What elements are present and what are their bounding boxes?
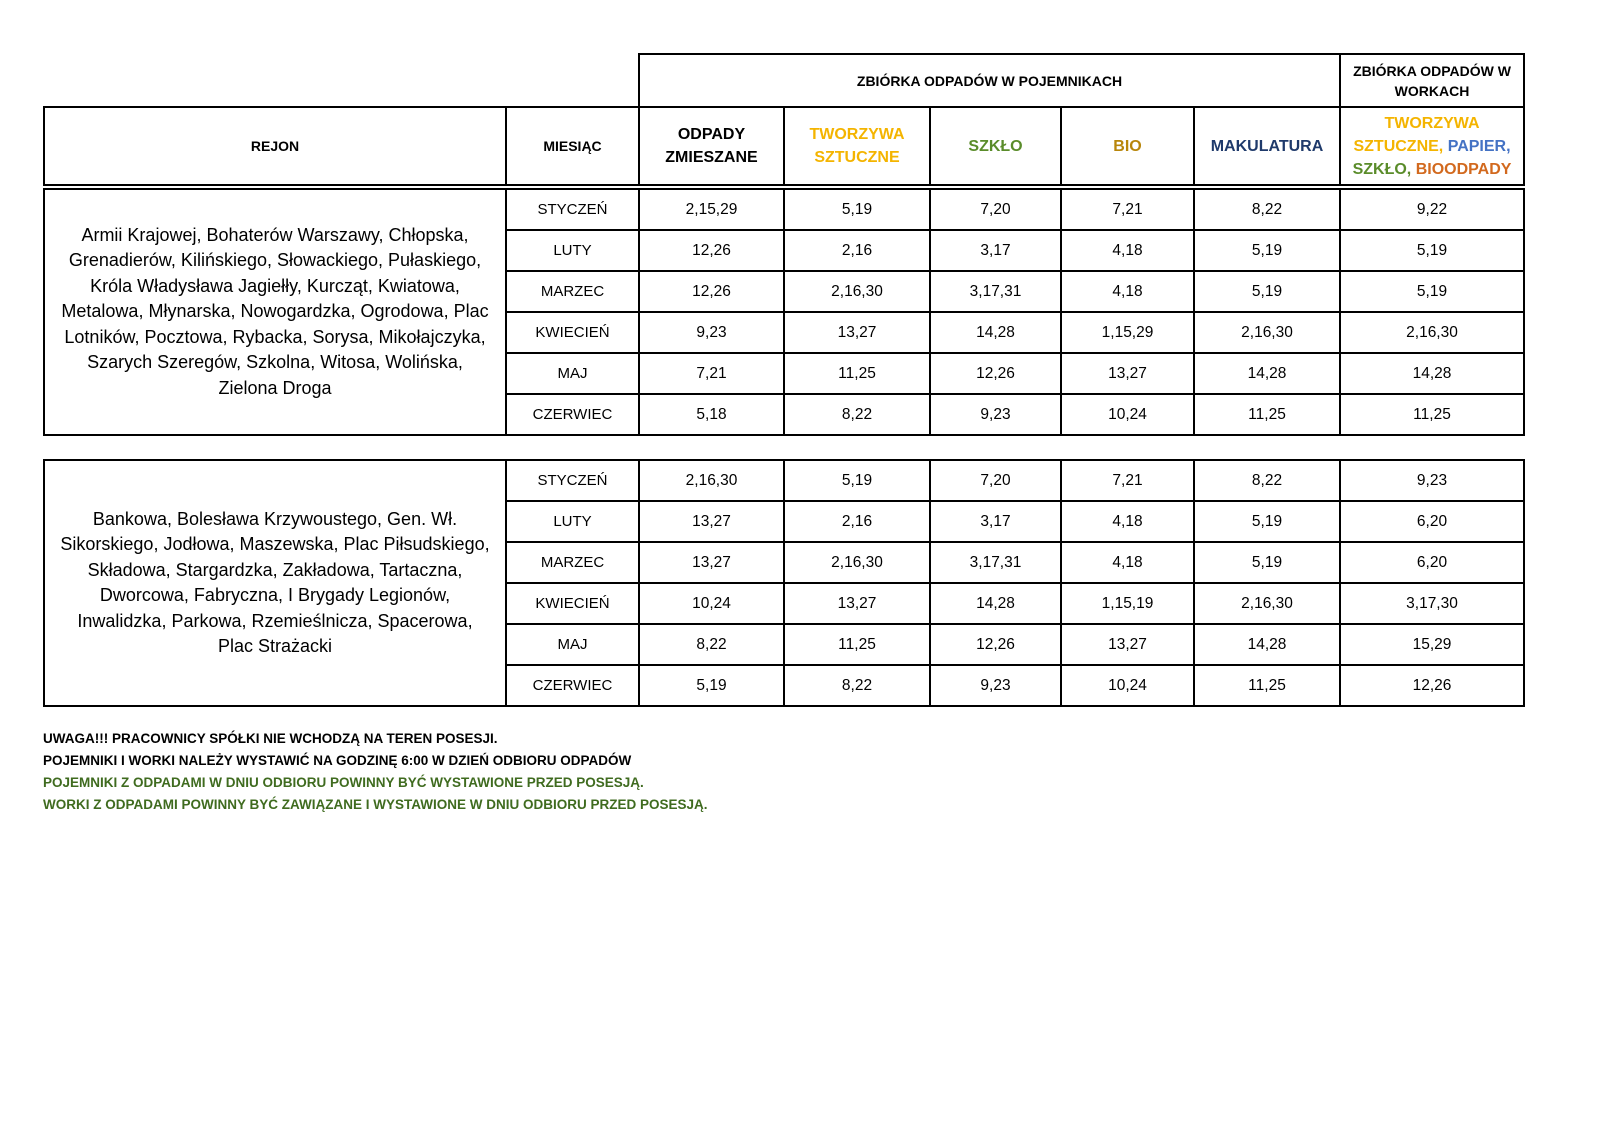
note-warning: UWAGA!!! PRACOWNICY SPÓŁKI NIE WCHODZĄ NA TEREN POSESJI. (43, 731, 498, 746)
date-cell-plastic: 2,16,30 (784, 271, 930, 312)
date-cell-plastic: 2,16 (784, 230, 930, 271)
date-cell-mixed: 7,21 (639, 353, 784, 394)
date-cell-mixed: 2,15,29 (639, 189, 784, 230)
date-cell-paper: 8,22 (1194, 189, 1340, 230)
date-cell-bio: 7,21 (1061, 189, 1194, 230)
date-cell-plastic: 13,27 (784, 312, 930, 353)
date-cell-paper: 5,19 (1194, 271, 1340, 312)
bags-type-paper: PAPIER, (1447, 137, 1511, 155)
date-cell-bags: 9,22 (1340, 189, 1524, 230)
month-cell: LUTY (506, 501, 639, 542)
date-cell-bio: 4,18 (1061, 230, 1194, 271)
date-cell-glass: 9,23 (930, 394, 1061, 435)
date-cell-plastic: 5,19 (784, 189, 930, 230)
date-cell-glass: 3,17,31 (930, 271, 1061, 312)
date-cell-glass: 7,20 (930, 460, 1061, 501)
bags-type-glass: SZKŁO, (1352, 160, 1412, 178)
date-cell-bio: 13,27 (1061, 624, 1194, 665)
date-cell-bio: 4,18 (1061, 271, 1194, 312)
note-bags: WORKI Z ODPADAMI POWINNY BYĆ ZAWIĄZANE I WYSTAWIONE W DNIU ODBIORU PRZED POSESJĄ. (43, 797, 708, 812)
date-cell-plastic: 5,19 (784, 460, 930, 501)
month-cell: MARZEC (506, 542, 639, 583)
date-cell-glass: 3,17 (930, 501, 1061, 542)
date-cell-glass: 12,26 (930, 353, 1061, 394)
date-cell-paper: 2,16,30 (1194, 583, 1340, 624)
date-cell-bio: 4,18 (1061, 542, 1194, 583)
month-cell: LUTY (506, 230, 639, 271)
date-cell-paper: 2,16,30 (1194, 312, 1340, 353)
date-cell-bio: 10,24 (1061, 665, 1194, 706)
group-bags-label: ZBIÓRKA ODPADÓW W WORKACH (1340, 54, 1524, 107)
region-streets: Armii Krajowej, Bohaterów Warszawy, Chłopska, Grenadierów, Kilińskiego, Słowackiego, Pułaskiego, Króla Władysława Jagiełły, Kurcząt, Kwiatowa, Metalowa, Młynarska, Nowogardzka, Ogrodowa, Plac Lotników, Pocztowa, Rybacka, Sorysa, Mikołajczyka, Szarych Szeregów, Szkolna, Witosa, Wolińska, Zielona Droga (44, 189, 506, 435)
col-miesiac: MIESIĄC (506, 107, 639, 185)
table-row (44, 460, 1524, 501)
col-szklo: SZKŁO (930, 107, 1061, 185)
bags-type-plastic: TWORZYWA SZTUCZNE, (1353, 114, 1480, 155)
date-cell-bags: 5,19 (1340, 230, 1524, 271)
col-bags-types (1340, 107, 1524, 185)
date-cell-bags: 15,29 (1340, 624, 1524, 665)
col-rejon: REJON (44, 107, 506, 185)
date-cell-bio: 4,18 (1061, 501, 1194, 542)
note-containers: POJEMNIKI Z ODPADAMI W DNIU ODBIORU POWINNY BYĆ WYSTAWIONE PRZED POSESJĄ. (43, 775, 644, 790)
col-tworzywa-sztuczne: TWORZYWA SZTUCZNE (784, 107, 930, 185)
date-cell-mixed: 12,26 (639, 230, 784, 271)
month-cell: KWIECIEŃ (506, 312, 639, 353)
date-cell-glass: 3,17 (930, 230, 1061, 271)
date-cell-plastic: 11,25 (784, 353, 930, 394)
date-cell-bio: 1,15,19 (1061, 583, 1194, 624)
date-cell-plastic: 8,22 (784, 394, 930, 435)
date-cell-plastic: 2,16 (784, 501, 930, 542)
date-cell-paper: 5,19 (1194, 230, 1340, 271)
col-bio: BIO (1061, 107, 1194, 185)
date-cell-bags: 12,26 (1340, 665, 1524, 706)
date-cell-mixed: 2,16,30 (639, 460, 784, 501)
date-cell-paper: 8,22 (1194, 460, 1340, 501)
date-cell-glass: 14,28 (930, 583, 1061, 624)
date-cell-bio: 10,24 (1061, 394, 1194, 435)
date-cell-glass: 3,17,31 (930, 542, 1061, 583)
date-cell-bags: 6,20 (1340, 501, 1524, 542)
date-cell-mixed: 9,23 (639, 312, 784, 353)
date-cell-bags: 3,17,30 (1340, 583, 1524, 624)
date-cell-mixed: 5,19 (639, 665, 784, 706)
date-cell-bio: 1,15,29 (1061, 312, 1194, 353)
schedule-header (43, 53, 1525, 186)
header-blank (44, 54, 639, 107)
region-streets: Bankowa, Bolesława Krzywoustego, Gen. Wł. Sikorskiego, Jodłowa, Maszewska, Plac Piłsudskiego, Składowa, Stargardzka, Zakładowa, Tartaczna, Dworcowa, Fabryczna, I Brygady Legionów, Inwalidzka, Parkowa, Rzemieślnicza, Spacerowa, Plac Strażacki (44, 460, 506, 706)
date-cell-paper: 14,28 (1194, 353, 1340, 394)
month-cell: CZERWIEC (506, 665, 639, 706)
col-makulatura: MAKULATURA (1194, 107, 1340, 185)
region-table-2 (43, 459, 1525, 707)
notes (43, 728, 708, 816)
table-row (44, 189, 1524, 230)
date-cell-bags: 2,16,30 (1340, 312, 1524, 353)
month-cell: MARZEC (506, 271, 639, 312)
date-cell-glass: 9,23 (930, 665, 1061, 706)
date-cell-bags: 5,19 (1340, 271, 1524, 312)
month-cell: STYCZEŃ (506, 460, 639, 501)
date-cell-paper: 14,28 (1194, 624, 1340, 665)
date-cell-bags: 9,23 (1340, 460, 1524, 501)
date-cell-plastic: 13,27 (784, 583, 930, 624)
col-odpady-zmieszane: ODPADY ZMIESZANE (639, 107, 784, 185)
date-cell-paper: 5,19 (1194, 542, 1340, 583)
month-cell: KWIECIEŃ (506, 583, 639, 624)
date-cell-mixed: 5,18 (639, 394, 784, 435)
date-cell-mixed: 10,24 (639, 583, 784, 624)
date-cell-bags: 11,25 (1340, 394, 1524, 435)
date-cell-paper: 11,25 (1194, 394, 1340, 435)
month-cell: CZERWIEC (506, 394, 639, 435)
date-cell-mixed: 12,26 (639, 271, 784, 312)
date-cell-bio: 7,21 (1061, 460, 1194, 501)
date-cell-mixed: 8,22 (639, 624, 784, 665)
month-cell: MAJ (506, 353, 639, 394)
date-cell-mixed: 13,27 (639, 501, 784, 542)
date-cell-glass: 12,26 (930, 624, 1061, 665)
date-cell-glass: 14,28 (930, 312, 1061, 353)
date-cell-plastic: 2,16,30 (784, 542, 930, 583)
note-time: POJEMNIKI I WORKI NALEŻY WYSTAWIĆ NA GODZINĘ 6:00 W DZIEŃ ODBIORU ODPADÓW (43, 753, 632, 768)
month-cell: MAJ (506, 624, 639, 665)
bags-type-bio: BIOODPADY (1415, 160, 1512, 178)
month-cell: STYCZEŃ (506, 189, 639, 230)
date-cell-bio: 13,27 (1061, 353, 1194, 394)
date-cell-glass: 7,20 (930, 189, 1061, 230)
date-cell-plastic: 11,25 (784, 624, 930, 665)
group-containers-label: ZBIÓRKA ODPADÓW W POJEMNIKACH (639, 54, 1340, 107)
region-table-1 (43, 188, 1525, 436)
date-cell-paper: 5,19 (1194, 501, 1340, 542)
date-cell-paper: 11,25 (1194, 665, 1340, 706)
date-cell-bags: 6,20 (1340, 542, 1524, 583)
date-cell-plastic: 8,22 (784, 665, 930, 706)
date-cell-bags: 14,28 (1340, 353, 1524, 394)
date-cell-mixed: 13,27 (639, 542, 784, 583)
